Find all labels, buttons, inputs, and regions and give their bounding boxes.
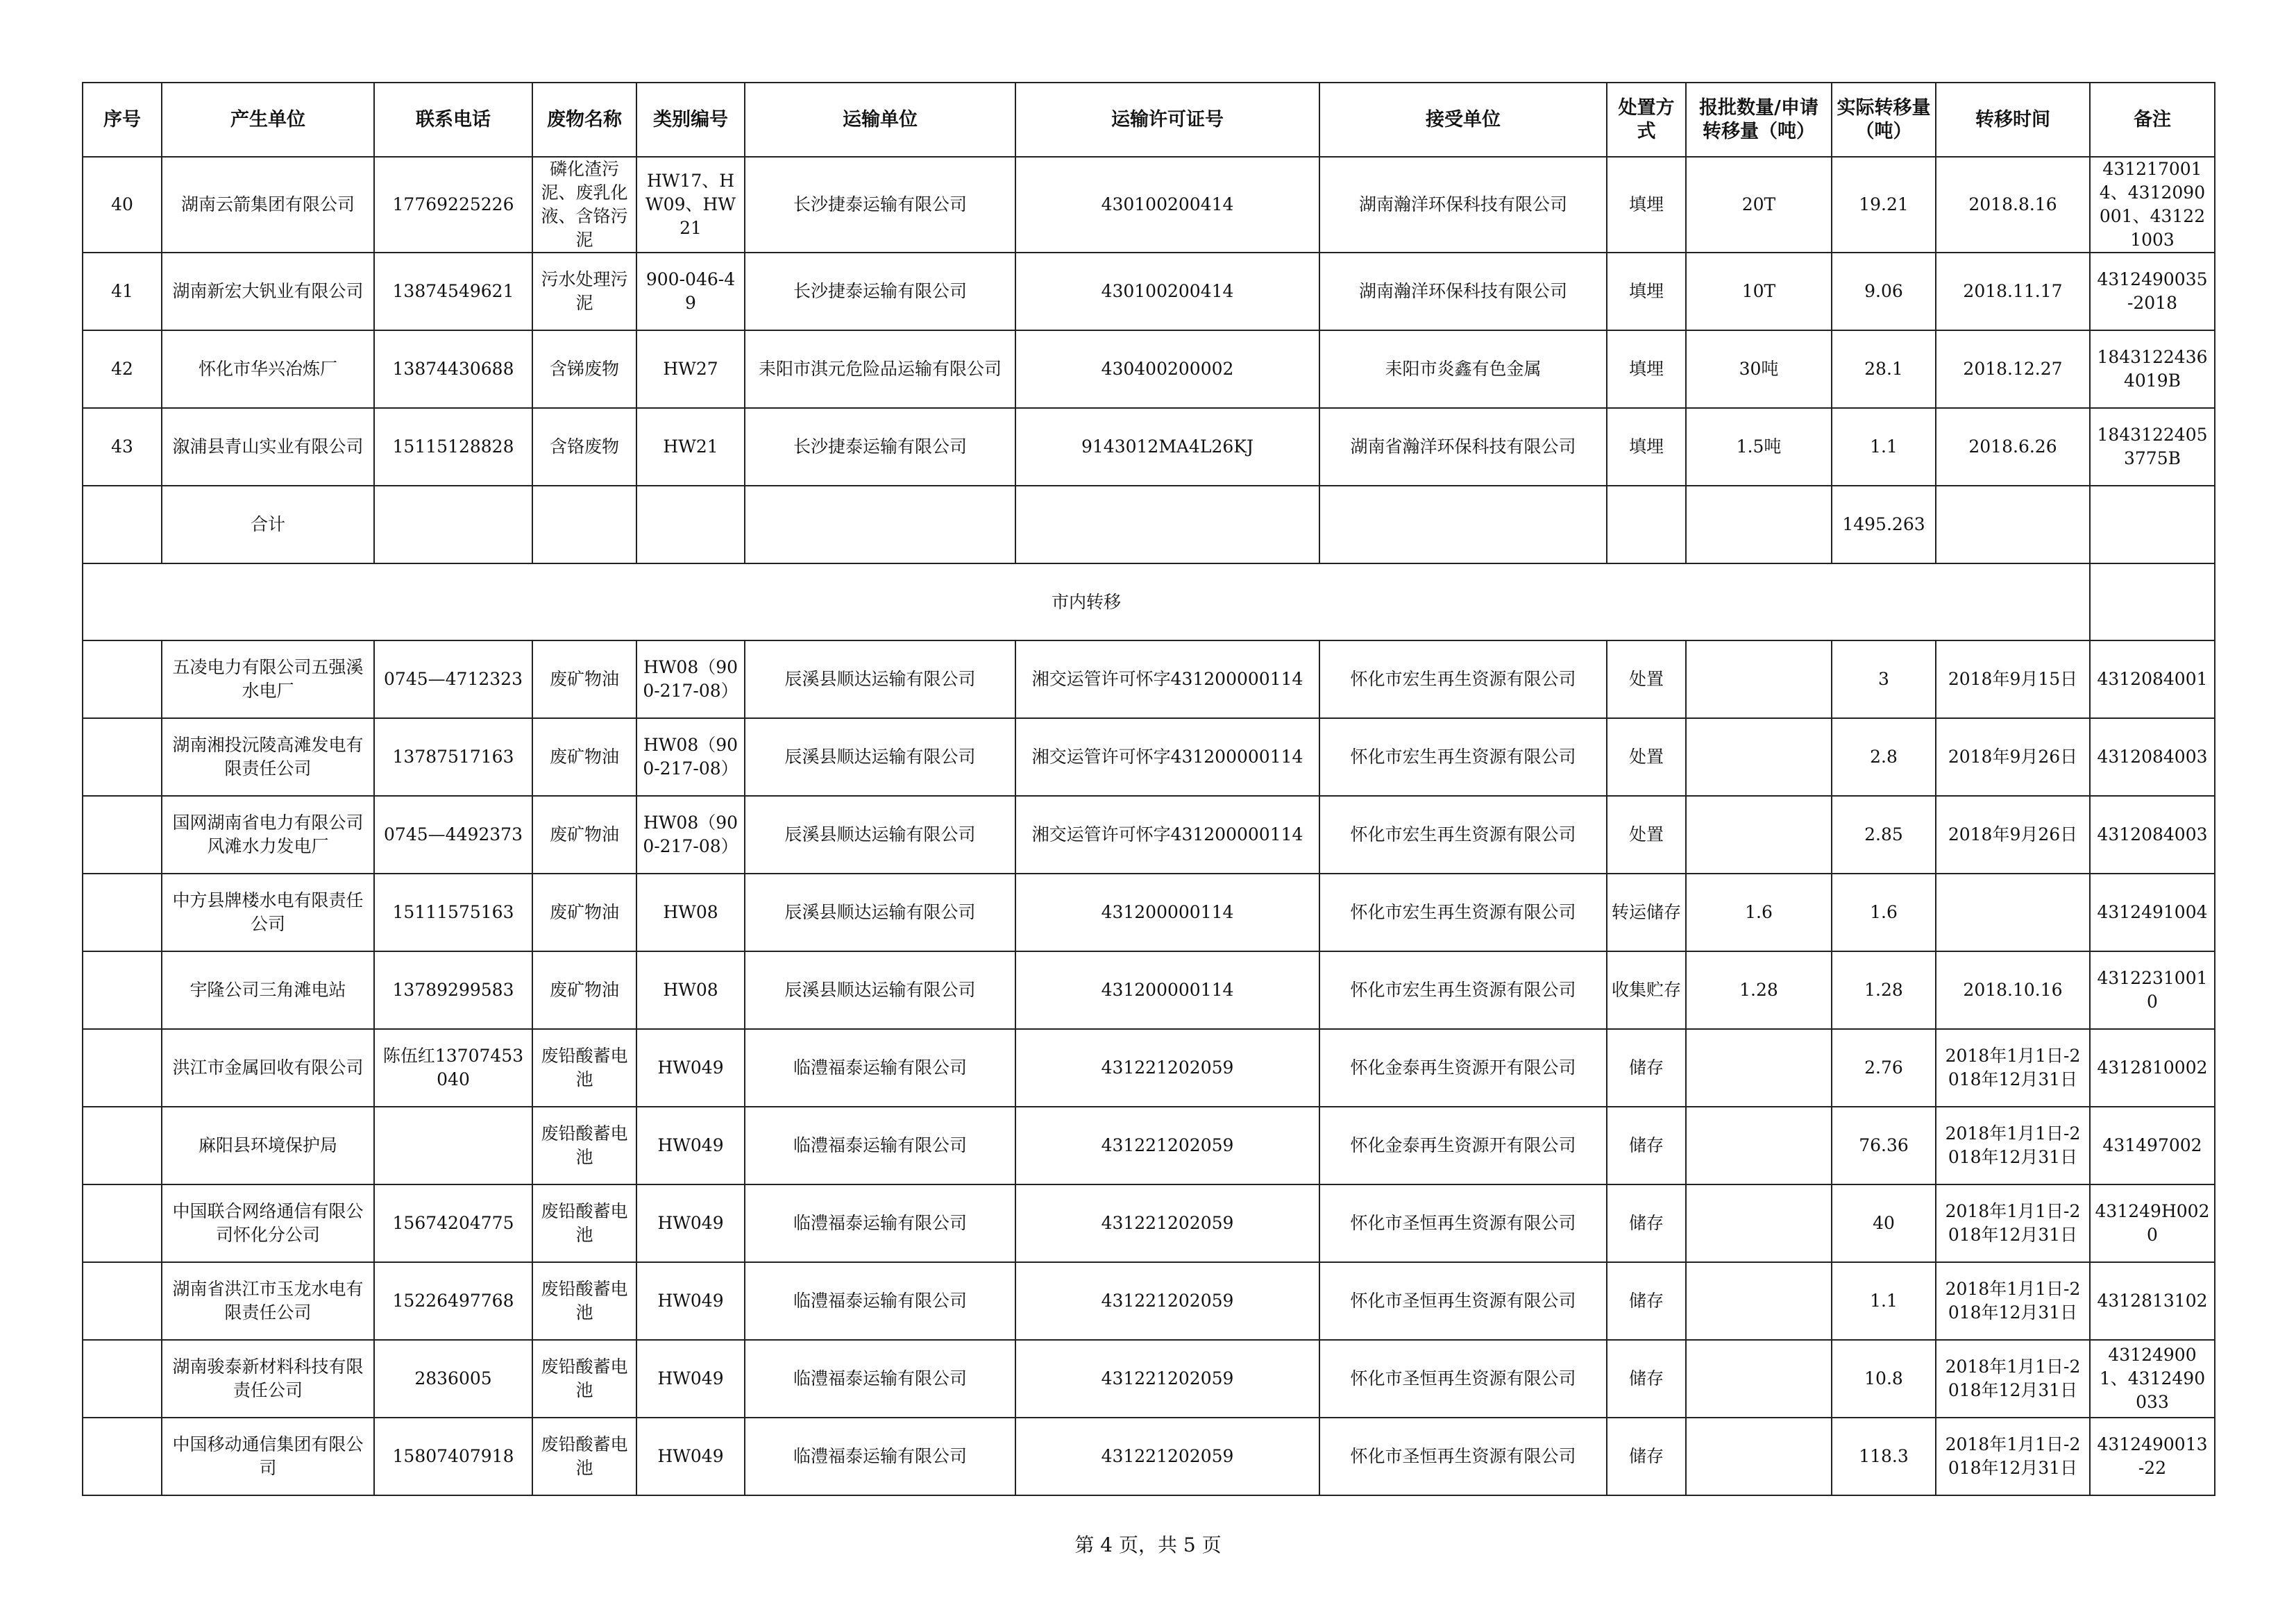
cell-code: HW27 bbox=[636, 330, 745, 408]
cell-carrier: 耒阳市淇元危险品运输有限公司 bbox=[745, 330, 1015, 408]
cell-time: 2018年1月1日-2018年12月31日 bbox=[1936, 1029, 2090, 1107]
cell-no bbox=[83, 951, 162, 1029]
cell-carrier: 临澧福泰运输有限公司 bbox=[745, 1107, 1015, 1184]
cell-waste: 含铬废物 bbox=[532, 408, 636, 486]
header-approved: 报批数量/申请转移量（吨） bbox=[1686, 83, 1832, 157]
cell-phone: 0745—4712323 bbox=[374, 640, 532, 718]
cell-code: HW08（900-217-08） bbox=[636, 640, 745, 718]
header-unit: 产生单位 bbox=[162, 83, 374, 157]
cell-note: 4312490035-2018 bbox=[2090, 253, 2215, 330]
cell-waste: 废铅酸蓄电池 bbox=[532, 1029, 636, 1107]
cell-method: 储存 bbox=[1607, 1340, 1686, 1418]
cell-actual: 118.3 bbox=[1832, 1418, 1936, 1495]
table-row bbox=[83, 330, 2215, 408]
cell-approved bbox=[1686, 1107, 1832, 1184]
cell-carrier: 辰溪县顺达运输有限公司 bbox=[745, 640, 1015, 718]
cell-note: 4312084003 bbox=[2090, 718, 2215, 796]
cell-actual: 40 bbox=[1832, 1184, 1936, 1262]
cell-unit: 湖南湘投沅陵高滩发电有限责任公司 bbox=[162, 718, 374, 796]
cell-no bbox=[83, 718, 162, 796]
cell-code: HW21 bbox=[636, 408, 745, 486]
cell-carrier: 临澧福泰运输有限公司 bbox=[745, 1340, 1015, 1418]
table-row bbox=[83, 157, 2215, 253]
cell-approved: 1.5吨 bbox=[1686, 408, 1832, 486]
cell-note: 4312084001 bbox=[2090, 640, 2215, 718]
cell-actual: 76.36 bbox=[1832, 1107, 1936, 1184]
table-row bbox=[83, 1107, 2215, 1184]
cell-time: 2018年9月26日 bbox=[1936, 718, 2090, 796]
table-row bbox=[83, 951, 2215, 1029]
cell-approved bbox=[1686, 796, 1832, 874]
cell-code: HW049 bbox=[636, 1029, 745, 1107]
cell-waste: 废矿物油 bbox=[532, 951, 636, 1029]
cell-time: 2018.12.27 bbox=[1936, 330, 2090, 408]
table-row bbox=[83, 718, 2215, 796]
cell-phone: 陈伍红13707453040 bbox=[374, 1029, 532, 1107]
header-actual: 实际转移量（吨） bbox=[1832, 83, 1936, 157]
cell-unit: 洪江市金属回收有限公司 bbox=[162, 1029, 374, 1107]
cell-actual: 1.1 bbox=[1832, 408, 1936, 486]
cell-permit: 431200000114 bbox=[1015, 951, 1319, 1029]
cell-permit: 431221202059 bbox=[1015, 1184, 1319, 1262]
cell-waste: 磷化渣污泥、废乳化液、含铬污泥 bbox=[532, 157, 636, 253]
cell-no: 43 bbox=[83, 408, 162, 486]
cell-no bbox=[83, 1418, 162, 1495]
cell-method: 储存 bbox=[1607, 1184, 1686, 1262]
cell-unit: 中国联合网络通信有限公司怀化分公司 bbox=[162, 1184, 374, 1262]
cell-method: 处置 bbox=[1607, 718, 1686, 796]
table-row bbox=[83, 253, 2215, 330]
total-label: 合计 bbox=[162, 486, 374, 563]
cell-receiver: 怀化市宏生再生资源有限公司 bbox=[1319, 951, 1607, 1029]
cell-phone: 15226497768 bbox=[374, 1262, 532, 1340]
cell-no bbox=[83, 1184, 162, 1262]
header-note: 备注 bbox=[2090, 83, 2215, 157]
cell-receiver: 怀化市圣恒再生资源有限公司 bbox=[1319, 1340, 1607, 1418]
cell-phone bbox=[374, 1107, 532, 1184]
cell-approved: 10T bbox=[1686, 253, 1832, 330]
cell-receiver: 怀化金泰再生资源开有限公司 bbox=[1319, 1107, 1607, 1184]
cell-carrier: 辰溪县顺达运输有限公司 bbox=[745, 796, 1015, 874]
cell-waste: 废铅酸蓄电池 bbox=[532, 1262, 636, 1340]
cell-permit: 431221202059 bbox=[1015, 1029, 1319, 1107]
cell-carrier: 辰溪县顺达运输有限公司 bbox=[745, 874, 1015, 951]
header-no: 序号 bbox=[83, 83, 162, 157]
cell-time: 2018年9月26日 bbox=[1936, 796, 2090, 874]
cell-receiver: 怀化市圣恒再生资源有限公司 bbox=[1319, 1184, 1607, 1262]
cell-method: 处置 bbox=[1607, 796, 1686, 874]
cell-time: 2018年1月1日-2018年12月31日 bbox=[1936, 1107, 2090, 1184]
cell-permit: 湘交运管许可怀字431200000114 bbox=[1015, 718, 1319, 796]
cell-code: HW08 bbox=[636, 874, 745, 951]
cell-phone: 15807407918 bbox=[374, 1418, 532, 1495]
cell-method: 储存 bbox=[1607, 1418, 1686, 1495]
cell-time: 2018年1月1日-2018年12月31日 bbox=[1936, 1340, 2090, 1418]
cell-receiver: 湖南瀚洋环保科技有限公司 bbox=[1319, 253, 1607, 330]
cell-waste: 废铅酸蓄电池 bbox=[532, 1418, 636, 1495]
header-method: 处置方式 bbox=[1607, 83, 1686, 157]
header-receiver: 接受单位 bbox=[1319, 83, 1607, 157]
header-carrier: 运输单位 bbox=[745, 83, 1015, 157]
cell-time: 2018年1月1日-2018年12月31日 bbox=[1936, 1418, 2090, 1495]
cell-approved: 30吨 bbox=[1686, 330, 1832, 408]
cell-permit: 431221202059 bbox=[1015, 1340, 1319, 1418]
cell-note: 4312490013-22 bbox=[2090, 1418, 2215, 1495]
cell-permit: 431221202059 bbox=[1015, 1107, 1319, 1184]
table-row bbox=[83, 1418, 2215, 1495]
cell-actual: 3 bbox=[1832, 640, 1936, 718]
cell-carrier: 临澧福泰运输有限公司 bbox=[745, 1184, 1015, 1262]
cell-carrier: 临澧福泰运输有限公司 bbox=[745, 1262, 1015, 1340]
cell-no bbox=[83, 796, 162, 874]
cell-receiver: 怀化市圣恒再生资源有限公司 bbox=[1319, 1262, 1607, 1340]
cell-method: 储存 bbox=[1607, 1262, 1686, 1340]
cell-actual: 2.76 bbox=[1832, 1029, 1936, 1107]
cell-method: 储存 bbox=[1607, 1029, 1686, 1107]
cell-phone: 2836005 bbox=[374, 1340, 532, 1418]
cell-no bbox=[83, 1262, 162, 1340]
cell-no: 41 bbox=[83, 253, 162, 330]
cell-note: 4312084003 bbox=[2090, 796, 2215, 874]
cell-method: 转运储存 bbox=[1607, 874, 1686, 951]
cell-note: 431249001、4312490033 bbox=[2090, 1340, 2215, 1418]
cell-note: 4312170014、4312090001、431221003 bbox=[2090, 157, 2215, 253]
table-body bbox=[83, 157, 2215, 1495]
cell-carrier: 长沙捷泰运输有限公司 bbox=[745, 157, 1015, 253]
cell-waste: 污水处理污泥 bbox=[532, 253, 636, 330]
cell-permit: 431221202059 bbox=[1015, 1262, 1319, 1340]
cell-unit: 湖南云箭集团有限公司 bbox=[162, 157, 374, 253]
cell-unit: 五凌电力有限公司五强溪水电厂 bbox=[162, 640, 374, 718]
cell-phone: 0745—4492373 bbox=[374, 796, 532, 874]
cell-receiver: 湖南瀚洋环保科技有限公司 bbox=[1319, 157, 1607, 253]
cell-unit: 湖南骏泰新材料科技有限责任公司 bbox=[162, 1340, 374, 1418]
cell-receiver: 耒阳市炎鑫有色金属 bbox=[1319, 330, 1607, 408]
header-phone: 联系电话 bbox=[374, 83, 532, 157]
cell-phone: 13787517163 bbox=[374, 718, 532, 796]
cell-time: 2018.6.26 bbox=[1936, 408, 2090, 486]
cell-waste: 废矿物油 bbox=[532, 874, 636, 951]
cell-unit: 湖南新宏大钒业有限公司 bbox=[162, 253, 374, 330]
cell-permit: 湘交运管许可怀字431200000114 bbox=[1015, 640, 1319, 718]
cell-note: 4312813102 bbox=[2090, 1262, 2215, 1340]
cell-waste: 含锑废物 bbox=[532, 330, 636, 408]
cell-approved bbox=[1686, 718, 1832, 796]
cell-code: 900-046-49 bbox=[636, 253, 745, 330]
cell-waste: 废矿物油 bbox=[532, 640, 636, 718]
cell-carrier: 辰溪县顺达运输有限公司 bbox=[745, 951, 1015, 1029]
cell-carrier: 临澧福泰运输有限公司 bbox=[745, 1029, 1015, 1107]
header-permit: 运输许可证号 bbox=[1015, 83, 1319, 157]
cell-actual: 10.8 bbox=[1832, 1340, 1936, 1418]
cell-code: HW08（900-217-08） bbox=[636, 718, 745, 796]
cell-approved: 1.28 bbox=[1686, 951, 1832, 1029]
cell-code: HW08（900-217-08） bbox=[636, 796, 745, 874]
cell-approved: 1.6 bbox=[1686, 874, 1832, 951]
cell-note: 431497002 bbox=[2090, 1107, 2215, 1184]
cell-waste: 废矿物油 bbox=[532, 718, 636, 796]
table-header-row bbox=[83, 83, 2215, 157]
cell-permit: 9143012MA4L26KJ bbox=[1015, 408, 1319, 486]
cell-approved bbox=[1686, 1184, 1832, 1262]
table-row bbox=[83, 1184, 2215, 1262]
cell-note: 431249H0020 bbox=[2090, 1184, 2215, 1262]
cell-unit: 怀化市华兴冶炼厂 bbox=[162, 330, 374, 408]
cell-receiver: 怀化金泰再生资源开有限公司 bbox=[1319, 1029, 1607, 1107]
cell-waste: 废铅酸蓄电池 bbox=[532, 1340, 636, 1418]
cell-permit: 430100200414 bbox=[1015, 157, 1319, 253]
cell-actual: 28.1 bbox=[1832, 330, 1936, 408]
cell-approved bbox=[1686, 640, 1832, 718]
cell-unit: 国网湖南省电力有限公司风滩水力发电厂 bbox=[162, 796, 374, 874]
cell-time: 2018年9月15日 bbox=[1936, 640, 2090, 718]
cell-receiver: 湖南省瀚洋环保科技有限公司 bbox=[1319, 408, 1607, 486]
cell-actual: 1.1 bbox=[1832, 1262, 1936, 1340]
cell-code: HW049 bbox=[636, 1184, 745, 1262]
cell-actual: 19.21 bbox=[1832, 157, 1936, 253]
cell-phone: 15674204775 bbox=[374, 1184, 532, 1262]
cell-method: 处置 bbox=[1607, 640, 1686, 718]
cell-code: HW049 bbox=[636, 1262, 745, 1340]
cell-no bbox=[83, 640, 162, 718]
table-row bbox=[83, 874, 2215, 951]
cell-receiver: 怀化市宏生再生资源有限公司 bbox=[1319, 874, 1607, 951]
table-row bbox=[83, 796, 2215, 874]
cell-method: 填埋 bbox=[1607, 408, 1686, 486]
cell-actual: 2.85 bbox=[1832, 796, 1936, 874]
cell-note: 4312491004 bbox=[2090, 874, 2215, 951]
cell-receiver: 怀化市宏生再生资源有限公司 bbox=[1319, 796, 1607, 874]
cell-code: HW049 bbox=[636, 1340, 745, 1418]
cell-no bbox=[83, 874, 162, 951]
cell-waste: 废铅酸蓄电池 bbox=[532, 1184, 636, 1262]
cell-no: 42 bbox=[83, 330, 162, 408]
cell-phone: 13874549621 bbox=[374, 253, 532, 330]
cell-method: 填埋 bbox=[1607, 253, 1686, 330]
cell-time: 2018.8.16 bbox=[1936, 157, 2090, 253]
cell-approved bbox=[1686, 1029, 1832, 1107]
table-row bbox=[83, 640, 2215, 718]
cell-unit: 中国移动通信集团有限公司 bbox=[162, 1418, 374, 1495]
cell-approved bbox=[1686, 1418, 1832, 1495]
cell-note: 18431224053775B bbox=[2090, 408, 2215, 486]
section-row bbox=[83, 563, 2215, 640]
cell-code: HW08 bbox=[636, 951, 745, 1029]
cell-code: HW049 bbox=[636, 1107, 745, 1184]
total-no-cell bbox=[83, 486, 162, 563]
cell-carrier: 临澧福泰运输有限公司 bbox=[745, 1418, 1015, 1495]
table-row bbox=[83, 408, 2215, 486]
cell-method: 收集贮存 bbox=[1607, 951, 1686, 1029]
cell-approved bbox=[1686, 1340, 1832, 1418]
cell-phone: 17769225226 bbox=[374, 157, 532, 253]
header-time: 转移时间 bbox=[1936, 83, 2090, 157]
cell-no bbox=[83, 1340, 162, 1418]
total-actual: 1495.263 bbox=[1832, 486, 1936, 563]
cell-note: 18431224364019B bbox=[2090, 330, 2215, 408]
cell-waste: 废铅酸蓄电池 bbox=[532, 1107, 636, 1184]
cell-approved bbox=[1686, 1262, 1832, 1340]
cell-code: HW049 bbox=[636, 1418, 745, 1495]
cell-no: 40 bbox=[83, 157, 162, 253]
cell-permit: 430400200002 bbox=[1015, 330, 1319, 408]
cell-actual: 2.8 bbox=[1832, 718, 1936, 796]
cell-time: 2018年1月1日-2018年12月31日 bbox=[1936, 1262, 2090, 1340]
cell-unit: 宇隆公司三角滩电站 bbox=[162, 951, 374, 1029]
cell-receiver: 怀化市圣恒再生资源有限公司 bbox=[1319, 1418, 1607, 1495]
cell-permit: 湘交运管许可怀字431200000114 bbox=[1015, 796, 1319, 874]
table-row bbox=[83, 1262, 2215, 1340]
header-code: 类别编号 bbox=[636, 83, 745, 157]
cell-phone: 15111575163 bbox=[374, 874, 532, 951]
cell-unit: 溆浦县青山实业有限公司 bbox=[162, 408, 374, 486]
cell-carrier: 长沙捷泰运输有限公司 bbox=[745, 408, 1015, 486]
table-row bbox=[83, 1340, 2215, 1418]
cell-no bbox=[83, 1107, 162, 1184]
cell-phone: 15115128828 bbox=[374, 408, 532, 486]
cell-time: 2018年1月1日-2018年12月31日 bbox=[1936, 1184, 2090, 1262]
cell-note: 43122310010 bbox=[2090, 951, 2215, 1029]
cell-time bbox=[1936, 874, 2090, 951]
cell-method: 填埋 bbox=[1607, 157, 1686, 253]
cell-actual: 1.28 bbox=[1832, 951, 1936, 1029]
cell-receiver: 怀化市宏生再生资源有限公司 bbox=[1319, 640, 1607, 718]
cell-note: 4312810002 bbox=[2090, 1029, 2215, 1107]
table-row bbox=[83, 1029, 2215, 1107]
cell-carrier: 长沙捷泰运输有限公司 bbox=[745, 253, 1015, 330]
cell-permit: 431200000114 bbox=[1015, 874, 1319, 951]
cell-phone: 13874430688 bbox=[374, 330, 532, 408]
section-title: 市内转移 bbox=[83, 563, 2090, 640]
cell-no bbox=[83, 1029, 162, 1107]
cell-permit: 430100200414 bbox=[1015, 253, 1319, 330]
cell-actual: 9.06 bbox=[1832, 253, 1936, 330]
cell-time: 2018.10.16 bbox=[1936, 951, 2090, 1029]
cell-unit: 湖南省洪江市玉龙水电有限责任公司 bbox=[162, 1262, 374, 1340]
cell-phone: 13789299583 bbox=[374, 951, 532, 1029]
cell-permit: 431221202059 bbox=[1015, 1418, 1319, 1495]
cell-carrier: 辰溪县顺达运输有限公司 bbox=[745, 718, 1015, 796]
cell-unit: 麻阳县环境保护局 bbox=[162, 1107, 374, 1184]
cell-waste: 废矿物油 bbox=[532, 796, 636, 874]
total-row bbox=[83, 486, 2215, 563]
cell-unit: 中方县牌楼水电有限责任公司 bbox=[162, 874, 374, 951]
header-waste: 废物名称 bbox=[532, 83, 636, 157]
cell-approved: 20T bbox=[1686, 157, 1832, 253]
cell-method: 填埋 bbox=[1607, 330, 1686, 408]
page-footer: 第 4 页，共 5 页 bbox=[1074, 1533, 1222, 1556]
cell-code: HW17、HW09、HW21 bbox=[636, 157, 745, 253]
cell-receiver: 怀化市宏生再生资源有限公司 bbox=[1319, 718, 1607, 796]
cell-time: 2018.11.17 bbox=[1936, 253, 2090, 330]
waste-transfer-table bbox=[82, 82, 2215, 1496]
cell-method: 储存 bbox=[1607, 1107, 1686, 1184]
cell-actual: 1.6 bbox=[1832, 874, 1936, 951]
